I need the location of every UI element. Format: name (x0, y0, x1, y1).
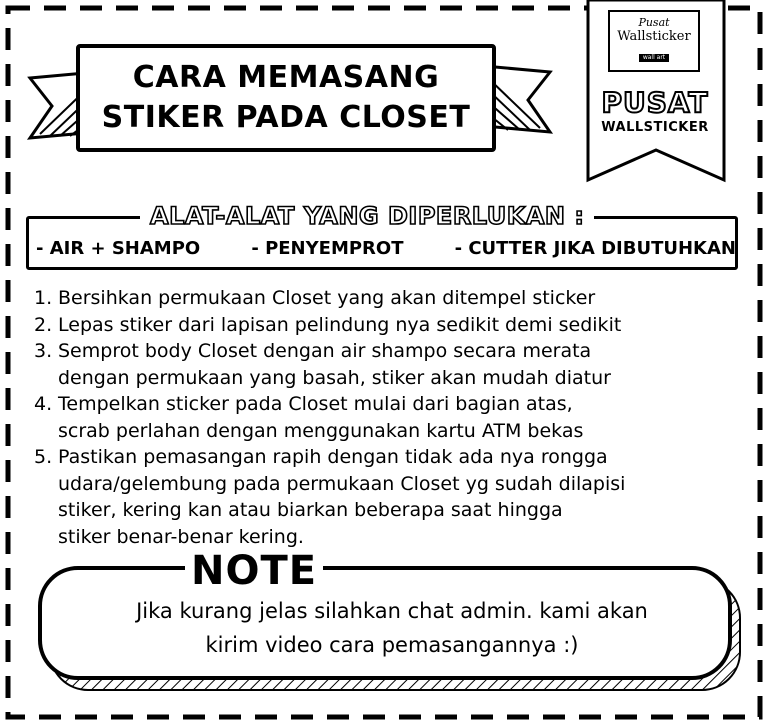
steps-list (34, 285, 744, 550)
step-text: Tempelkan sticker pada Closet mulai dari bagian atas, scrab perlahan dengan menggunakan kartu ATM bekas (58, 393, 584, 442)
logo-word: Wallsticker (617, 29, 691, 44)
note-line-1: Jika kurang jelas silahkan chat admin. kami akan (136, 599, 648, 623)
note-text (60, 594, 724, 662)
step-number: 4. (34, 393, 53, 415)
step-text: Lepas stiker dari lapisan pelindung nya sedikit demi sedikit (58, 313, 622, 336)
step-number: 5. (34, 446, 53, 468)
brand-name-big: PUSAT (601, 86, 709, 119)
step-text: Pastikan pemasangan rapih dengan tidak ada nya rongga udara/gelembung pada permukaan Closet yg sudah dilapisi stiker, kering kan atau biarkan beberapa saat hingga stiker benar-benar kering. (58, 446, 626, 548)
title-line-1: CARA MEMASANG (132, 60, 440, 95)
title-box (76, 44, 496, 152)
tools-heading: ALAT-ALAT YANG DIPERLUKAN : (140, 201, 594, 231)
title-banner (76, 44, 496, 152)
logo-script: Pusat (638, 16, 670, 29)
note-heading: NOTE (185, 548, 323, 594)
step-text: Bersihkan permukaan Closet yang akan ditempel sticker (58, 287, 596, 309)
tool-item: - CUTTER JIKA DIBUTUHKAN (454, 238, 736, 259)
title-line-2: STIKER PADA CLOSET (101, 100, 471, 135)
step-number: 2. (34, 313, 53, 336)
step-number: 1. (34, 287, 53, 309)
tool-item: - AIR + SHAMPO (36, 238, 201, 259)
step-number: 3. (34, 340, 53, 362)
tools-list (36, 234, 736, 264)
step-item (34, 312, 744, 339)
brand-logo (608, 10, 700, 72)
logo-tag: wall art (639, 54, 669, 62)
step-item (34, 444, 744, 550)
note-line-2: kirim video cara pemasangannya :) (205, 633, 579, 657)
step-text: Semprot body Closet dengan air shampo secara merata dengan permukaan yang basah, stiker akan mudah diatur (58, 340, 611, 389)
step-item (34, 391, 744, 444)
step-item (34, 338, 744, 391)
tool-item: - PENYEMPROT (251, 238, 404, 259)
step-item (34, 285, 744, 312)
brand-name-small: WALLSTICKER (601, 120, 709, 135)
